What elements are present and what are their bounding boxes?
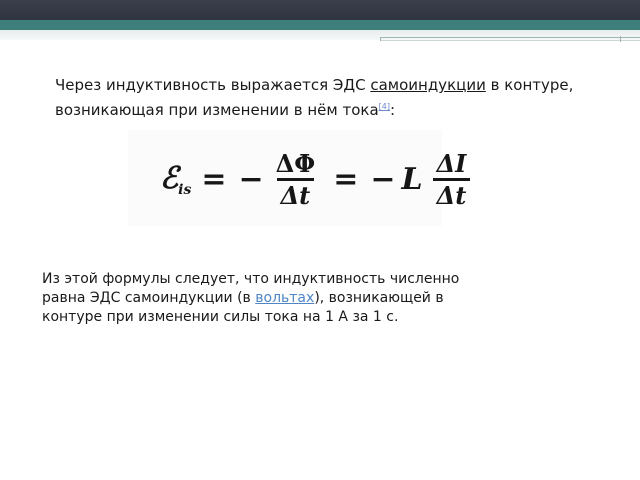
emf-symbol: ℰ$_{is}$: [160, 160, 192, 198]
intro-paragraph: [55, 74, 615, 121]
conclusion-text: Из этой формулы следует, что индуктивность численно равна ЭДС самоиндукции (в: [42, 271, 460, 306]
inductance-symbol: L: [401, 161, 423, 197]
flux-fraction: [272, 149, 320, 210]
citation-link[interactable]: [4]: [378, 102, 391, 111]
self-induction-formula: [160, 144, 474, 214]
slide-accent-bar: [0, 20, 640, 30]
volts-link[interactable]: вольтах: [255, 290, 315, 306]
intro-text: Через индуктивность выражается ЭДС: [55, 76, 371, 94]
current-fraction: [433, 149, 471, 210]
slide-shadow-band: [0, 30, 640, 40]
equals-sign: =: [201, 161, 227, 197]
fraction-denominator: Δt: [433, 178, 471, 210]
conclusion-paragraph: [42, 270, 482, 327]
decorative-line: [620, 36, 621, 42]
conclusion-text: ), возникающей в контуре при изменении силы тока на 1 А за 1 с.: [42, 290, 444, 325]
intro-colon: :: [390, 101, 396, 119]
equals-sign: =: [333, 161, 359, 197]
decorative-line: [380, 40, 640, 41]
fraction-numerator: ΔΦ: [275, 148, 316, 178]
minus-sign: −: [370, 161, 396, 197]
emf-subscript: is: [178, 181, 192, 198]
decorative-line: [380, 37, 381, 41]
fraction-denominator: Δt: [277, 178, 315, 210]
slide-top-bar: [0, 0, 640, 20]
minus-sign: −: [238, 161, 264, 197]
intro-text: в контуре, возникающая при изменении в нём тока: [55, 76, 574, 119]
self-induction-term[interactable]: самоиндукции: [370, 76, 486, 94]
decorative-line: [380, 37, 640, 38]
fraction-numerator: ΔI: [436, 148, 467, 178]
